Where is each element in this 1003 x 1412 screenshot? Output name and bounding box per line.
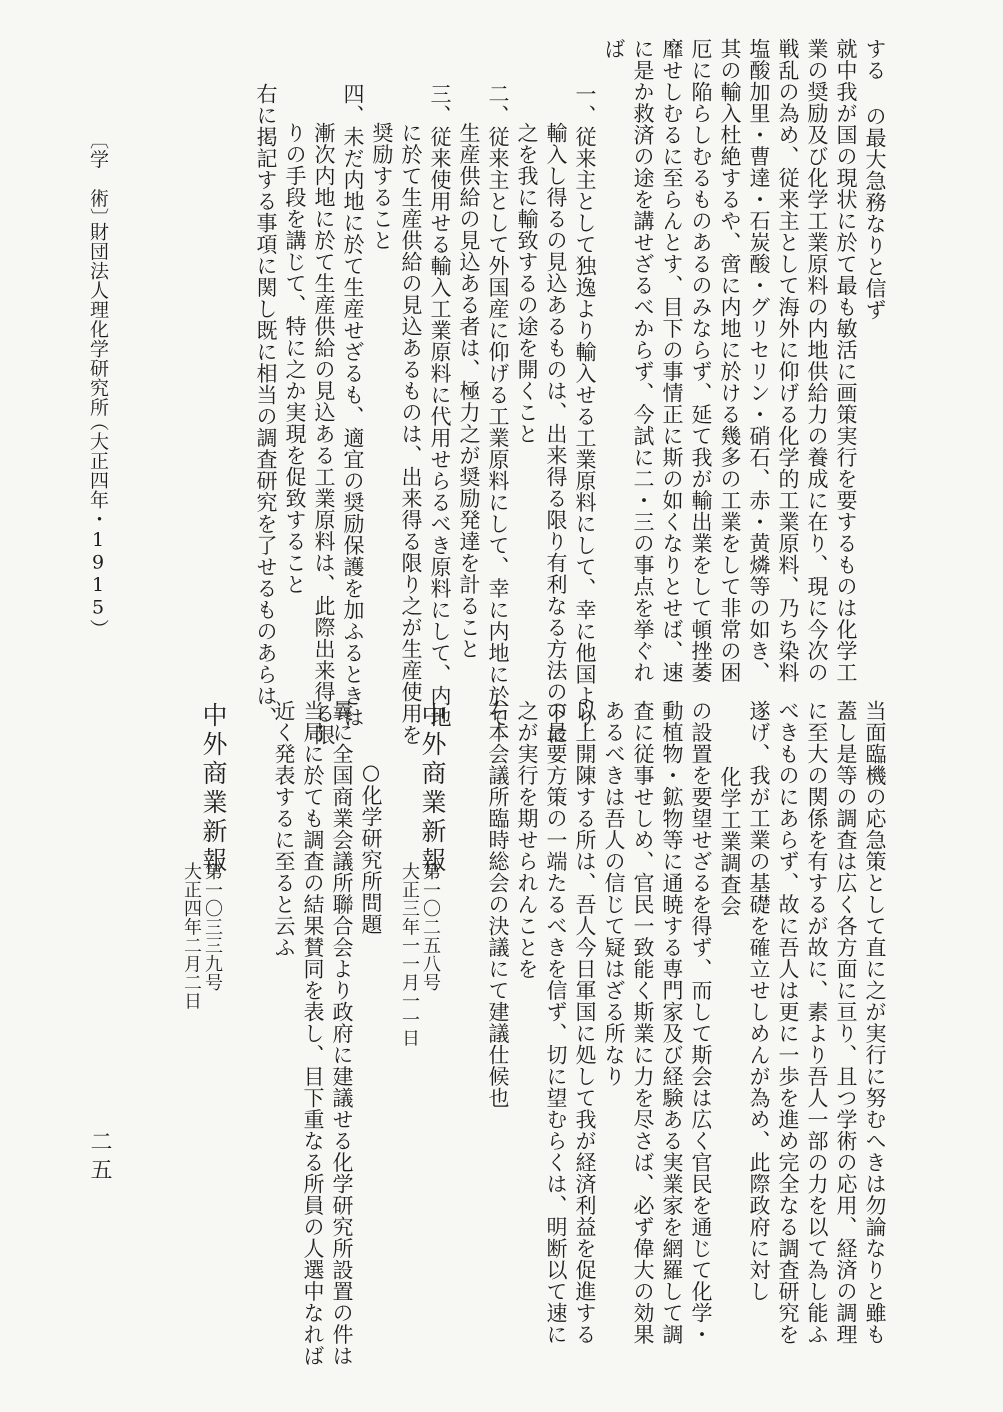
top-line-17: に於て生産供給の見込あるものは、出来得る限り之が生産使用を — [399, 122, 423, 746]
issue-date: 大正四年二月二日 — [181, 862, 202, 1010]
top-line-11: 一、従来主として独逸より輸入せる工業原料にして、幸に他国より — [573, 83, 597, 728]
top-line-5: 塩酸加里・曹達・石炭酸・グリセリン・硝石、赤・黄燐等の如き、 — [747, 38, 771, 683]
top-line-13: 之を我に輸致するの途を開くこと — [515, 122, 539, 445]
news-headline: ○化学研究所問題 — [359, 760, 383, 935]
top-line-9: に是か救済の途を講せざるべからず、今試に二・三の事点を挙ぐれ — [631, 38, 655, 683]
newspaper-title: 中外商業新報 — [199, 702, 228, 876]
bottom-line-11: 以上開陳する所は、吾人今日軍国に処して我が経済利益を促進する — [573, 700, 597, 1345]
top-line-19: 四、未だ内地に於て生産せざるも、適宜の奨励保護を加ふるときは — [341, 83, 365, 728]
top-line-3: 業の奨励及び化学工業原料の内地供給力の養成に在り、現に今次の — [805, 38, 829, 683]
top-line-22: 右に掲記する事項に関し既に相当の調査研究を了せるものあらは、 — [254, 83, 278, 728]
top-line-8: 靡せしむるに至らんとす、目下の事情正に斯の如くなりとせば、速 — [660, 38, 684, 683]
top-line-14: 二、従来主として外国産に仰げる工業原料にして、幸に内地に於て — [486, 83, 510, 728]
bottom-line-10: あるべきは吾人の信じて疑はざる所なり — [602, 700, 626, 1087]
top-line-16: 三、従来使用せる輸入工業原料に代用せらるべき原料にして、内地 — [428, 83, 452, 728]
top-line-12: 輸入し得るの見込あるものは、出来得る限り有利なる方法の下に — [544, 122, 568, 746]
bottom-line-7: の設置を要望せざるを得ず、而して斯会は広く官民を通じて化学・ — [689, 700, 713, 1345]
institute-name: 財団法人理化学研究所 — [87, 222, 109, 417]
top-line-1: する の最大急務なりと信ず — [863, 38, 887, 321]
top-line-10: ば — [602, 38, 626, 60]
news-line-2: 当局に於ても調査の結果賛同を表し、目下重なる所員の人選中なれば — [301, 700, 325, 1367]
bottom-line-3: に至大の関係を有するが故に、素より吾人一部の力を以て為し能ふ — [805, 700, 829, 1345]
page-number: 二五 — [87, 1130, 112, 1186]
bottom-line-6: 化学工業調査会 — [718, 766, 742, 917]
bottom-line-14: 右本会議所臨時総会の決議にて建議仕候也 — [486, 700, 510, 1109]
bottom-line-1: 当面臨機の応急策として直に之が実行に努むへきは勿論なりと雖も — [863, 700, 887, 1345]
issue-number: 第一〇三三九号 — [202, 862, 223, 992]
bottom-line-8: 動植物・鉱物等に通暁する専門家及び経験ある実業家を網羅して調 — [660, 700, 684, 1345]
newspaper-title: 中外商業新報 — [418, 702, 447, 876]
top-line-18: 奨励すること — [370, 122, 394, 251]
bottom-line-4: べきものにあらず、故に吾人は更に一歩を進め完全なる調査研究を — [776, 700, 800, 1345]
news-line-3: 近く発表するに至ると云ふ — [272, 700, 296, 958]
issue-date: 大正三年一一月一一日 — [399, 862, 420, 1047]
bottom-line-5: 遂げ、我が工業の基礎を確立せしめんが為め、此際政府に対し — [747, 700, 771, 1302]
issue-number: 第一〇二五八号 — [420, 862, 441, 992]
bottom-line-2: 蓋し是等の調査は広く各方面に亘り、且つ学術の応用、経済の調理 — [834, 700, 858, 1345]
period-label: （大正四年・1915） — [87, 412, 109, 639]
section-label: 〔学 術〕 — [87, 130, 109, 228]
top-line-15: 生産供給の見込ある者は、極力之が奨励発達を計ること — [457, 122, 481, 660]
news-line-1: 曩に全国商業会議所聯合会より政府に建議せる化学研究所設置の件は — [330, 700, 354, 1367]
top-line-2: 就中我が国の現状に於て最も敏活に画策実行を要するものは化学工 — [834, 38, 858, 683]
top-line-21: りの手段を講じて、特に之か実現を促致すること — [283, 122, 307, 595]
top-line-20: 漸次内地に於て生産供給の見込ある工業原料は、此際出来得る限 — [312, 122, 336, 746]
bottom-line-12: の最要方策の一端たるべきを信ず、切に望むらくは、明断以て速に — [544, 700, 568, 1345]
top-line-6: 其の輸入杜絶するや、啻に内地に於ける幾多の工業をして非常の困 — [718, 38, 742, 683]
top-line-4: 戦乱の為め、従来主として海外に仰げる化学的工業原料、乃ち染料 — [776, 38, 800, 683]
bottom-line-13: 之が実行を期せられんことを — [515, 700, 539, 980]
bottom-line-9: 査に従事せしめ、官民一致能く斯業に力を尽さば、必ず偉大の効果 — [631, 700, 655, 1345]
top-line-7: 厄に陥らしむるものあるのみならず、延て我が輸出業をして頓挫萎 — [689, 38, 713, 683]
